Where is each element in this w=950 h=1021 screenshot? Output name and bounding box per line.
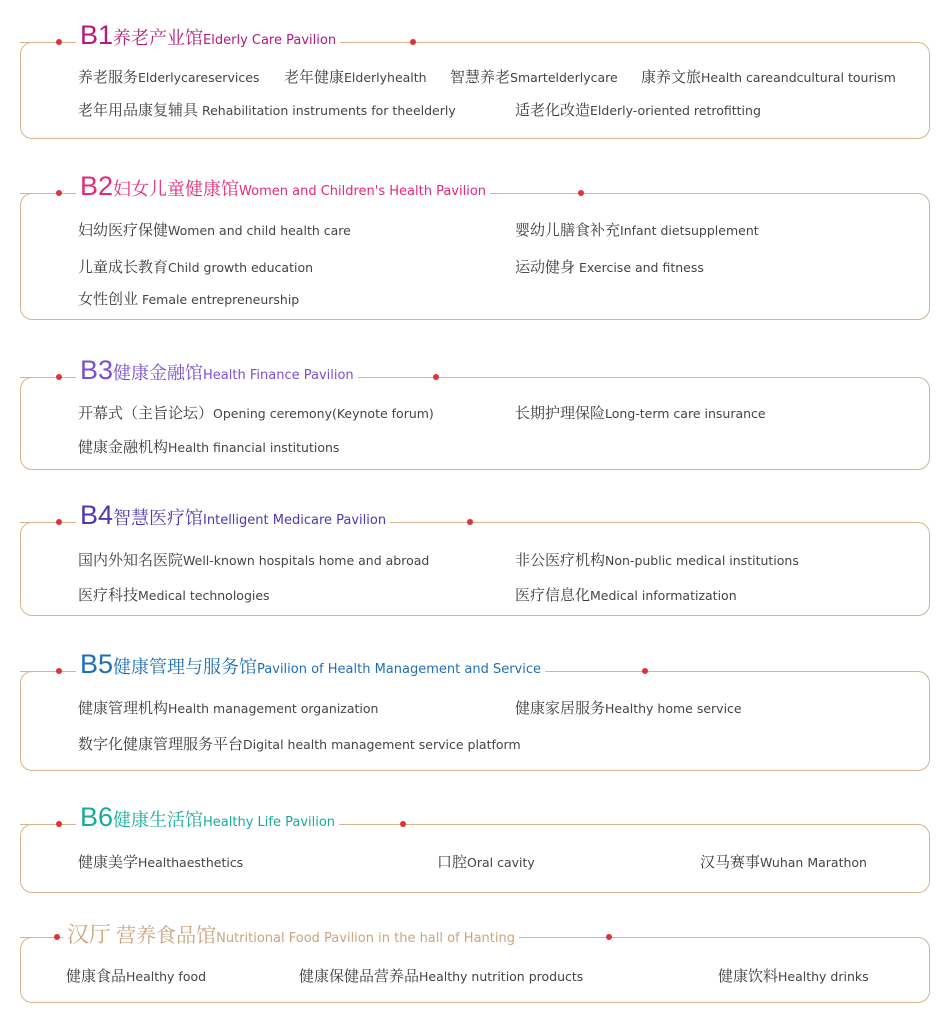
section-b3-lead-line: [20, 377, 58, 378]
section-hanting-title: [63, 925, 519, 947]
section-b1-item: 老年用品康复辅具 Rehabilitation instruments for theelderly: [78, 101, 456, 119]
section-b4-lead-line: [20, 522, 58, 523]
section-b4-item: 非公医疗机构Non-public medical institutions: [515, 551, 799, 569]
section-b1-item: 养老服务Elderlycareservices: [78, 68, 260, 86]
section-b1-en: Elderly Care Pavilion: [203, 33, 337, 48]
section-b2-title: [76, 173, 490, 200]
section-b5-code: B5: [80, 649, 114, 679]
section-b5-dot: [56, 668, 62, 674]
section-b1-box: [20, 42, 930, 139]
section-b6-item: 汉马赛事Wuhan Marathon: [700, 853, 867, 871]
section-b1-zh: 养老产业馆: [113, 28, 204, 49]
section-hanting-lead-line: [20, 937, 56, 938]
section-b2-zh: 妇女儿童健康馆: [113, 179, 240, 200]
section-b6-tail-dot: [400, 821, 406, 827]
section-hanting-item: 健康食品Healthy food: [66, 967, 207, 985]
section-b2-en: Women and Children's Health Pavilion: [239, 184, 487, 199]
section-b3-title: [76, 357, 358, 384]
section-b1-item: 老年健康Elderlyhealth: [284, 68, 427, 86]
section-b1-item: 智慧养老Smartelderlycare: [450, 68, 618, 86]
section-hanting-item: 健康饮料Healthy drinks: [718, 967, 869, 985]
section-b1-item: 适老化改造Elderly-oriented retrofitting: [515, 101, 761, 119]
section-b6-zh: 健康生活馆: [113, 810, 204, 831]
section-b1-code: B1: [80, 20, 114, 50]
section-b5-zh: 健康管理与服务馆: [113, 657, 258, 678]
section-b3-code: B3: [80, 355, 114, 385]
section-b3-item: 长期护理保险Long-term care insurance: [515, 404, 766, 422]
section-b4-item: 医疗信息化Medical informatization: [515, 586, 737, 604]
section-b2-item: 运动健身 Exercise and fitness: [515, 258, 704, 276]
section-b3-item: 健康金融机构Health financial institutions: [78, 438, 340, 456]
section-b4-en: Intelligent Medicare Pavilion: [203, 513, 387, 528]
section-b1-title: [76, 22, 340, 49]
section-b3-zh: 健康金融馆: [113, 363, 204, 384]
section-b4-title: [76, 502, 390, 529]
section-b5-item: 健康家居服务Healthy home service: [515, 699, 742, 717]
section-b6-item: 健康美学Healthaesthetics: [78, 853, 244, 871]
section-b2-code: B2: [80, 171, 114, 201]
section-b1-item: 康养文旅Health careandcultural tourism: [641, 68, 896, 86]
section-b6-en: Healthy Life Pavilion: [203, 815, 336, 830]
section-b3-dot: [56, 374, 62, 380]
section-b5-title: [76, 651, 545, 678]
section-b5-box: [20, 671, 930, 771]
section-b1-lead-line: [20, 42, 58, 43]
section-b4-dot: [56, 519, 62, 525]
section-b2-item: 儿童成长教育Child growth education: [78, 258, 314, 276]
section-b3-tail-dot: [433, 374, 439, 380]
section-b3-item: 开幕式（主旨论坛）Opening ceremony(Keynote forum): [78, 404, 434, 422]
section-b6-dot: [56, 821, 62, 827]
section-b6-lead-line: [20, 824, 58, 825]
section-hanting-tail-dot: [606, 934, 612, 940]
section-b3-en: Health Finance Pavilion: [203, 368, 354, 383]
section-b5-item: 健康管理机构Health management organization: [78, 699, 379, 717]
section-b4-item: 医疗科技Medical technologies: [78, 586, 270, 604]
section-b4-code: B4: [80, 500, 114, 530]
section-hanting-dot: [54, 934, 60, 940]
section-b2-item: 妇幼医疗保健Women and child health care: [78, 221, 351, 239]
section-b6-title: [76, 804, 339, 831]
section-b2-item: 女性创业 Female entrepreneurship: [78, 290, 300, 308]
section-b4-item: 国内外知名医院Well-known hospitals home and abroad: [78, 551, 430, 569]
section-b5-en: Pavilion of Health Management and Service: [257, 662, 541, 677]
section-b6-code: B6: [80, 802, 114, 832]
section-b4-tail-dot: [467, 519, 473, 525]
section-b4-zh: 智慧医疗馆: [113, 508, 204, 529]
section-b1-tail-dot: [410, 39, 416, 45]
section-b6-item: 口腔Oral cavity: [437, 853, 535, 871]
section-hanting-item: 健康保健品营养品Healthy nutrition products: [299, 967, 584, 985]
section-hanting-en: Nutritional Food Pavilion in the hall of Hanting: [216, 931, 515, 946]
section-b5-tail-dot: [642, 668, 648, 674]
section-b2-tail-dot: [578, 190, 584, 196]
section-b5-lead-line: [20, 671, 58, 672]
section-b2-lead-line: [20, 193, 58, 194]
section-hanting-code: 汉厅: [67, 923, 112, 948]
section-b1-dot: [56, 39, 62, 45]
section-hanting-zh: 营养食品馆: [116, 923, 217, 947]
section-b2-dot: [56, 190, 62, 196]
section-b5-item: 数字化健康管理服务平台Digital health management service platform: [78, 735, 521, 753]
section-b2-item: 婴幼儿膳食补充Infant dietsupplement: [515, 221, 759, 239]
